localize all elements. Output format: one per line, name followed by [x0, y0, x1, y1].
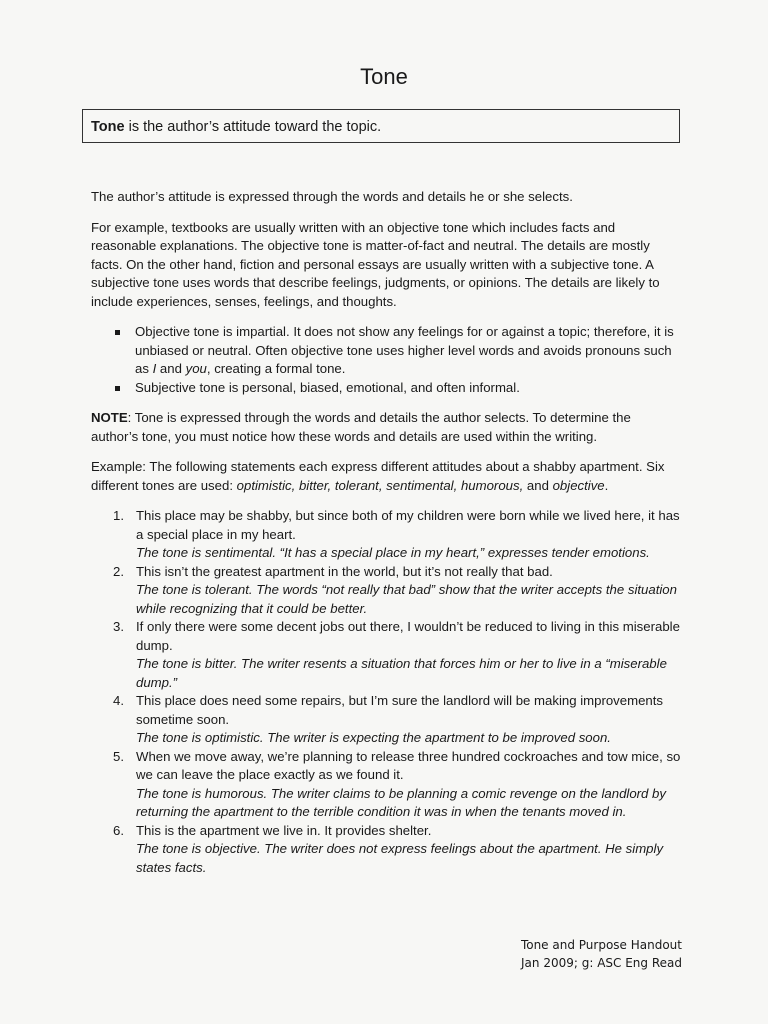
- example-statement: This isn’t the greatest apartment in the world, but it’s not really that bad.: [136, 563, 553, 579]
- definition-text: is the author’s attitude toward the topic.: [124, 119, 382, 135]
- example-statement: When we move away, we’re planning to release three hundred cockroaches and tow mice, so we can leave the place exactly as we found it.: [136, 748, 681, 782]
- example-explanation: The tone is bitter. The writer resents a situation that forces him or her to live in a “miserable dump.”: [136, 656, 667, 690]
- definition-box: [82, 109, 680, 143]
- list-item: 4. This place does need some repairs, but I’m sure the landlord will be making improvements sometime soon. The tone is optimistic. The writer is expecting the apartment to be improved soon.: [91, 692, 681, 748]
- example-explanation: The tone is sentimental. “It has a special place in my heart,” expresses tender emotions.: [136, 545, 650, 560]
- list-item: 6. This is the apartment we live in. It provides shelter. The tone is objective. The writer does not express feelings about the apartment. He simply states facts.: [91, 822, 681, 878]
- footer-credit: [470, 936, 682, 972]
- example-statement: This place may be shabby, but since both of my children were born while we lived here, it has a special place in my heart.: [136, 508, 680, 542]
- note-paragraph: NOTE: Tone is expressed through the words and details the author selects. To determine the author’s tone, you must notice how these words and details are used within the writing.: [91, 410, 631, 444]
- list-item: 5. When we move away, we’re planning to release three hundred cockroaches and tow mice, so we can leave the place exactly as we found it. The tone is humorous. The writer claims to be planning a comic revenge on the landlord by returning the apartment to the terrible condition it was in when the tenants moved in.: [91, 748, 681, 822]
- examples-list: [91, 507, 681, 877]
- footer-line-1: Tone and Purpose Handout: [520, 938, 682, 952]
- tone-list: optimistic, bitter, tolerant, sentimental, humorous,: [236, 477, 524, 493]
- example-explanation: The tone is tolerant. The words “not really that bad” show that the writer accepts the situation while recognizing that it could be better.: [136, 582, 677, 616]
- example-explanation: The tone is objective. The writer does not express feelings about the apartment. He simply states facts.: [136, 841, 664, 875]
- bullet-objective: Objective tone is impartial. It does not show any feelings for or against a topic; therefore, it is unbiased or neutral. Often objective tone uses higher level words and avoids pronouns such as I and you, creating a formal tone.: [135, 323, 681, 379]
- footer-line-2: Jan 2009; g: ASC Eng Read: [521, 956, 682, 970]
- example-intro: Example: The following statements each express different attitudes about a shabby apartment. Six different tones are used: optimistic, bitter, tolerant, sentimental, humorous, and objective.: [91, 459, 665, 493]
- note-label: NOTE: [91, 410, 128, 425]
- tone-bullet-list: [91, 323, 681, 397]
- intro-paragraph: The author’s attitude is expressed through the words and details he or she selects.: [91, 189, 573, 204]
- example-statement: This is the apartment we live in. It provides shelter.: [136, 822, 432, 838]
- explanation-paragraph: For example, textbooks are usually written with an objective tone which includes facts and reasonable explanations. The objective tone is matter-of-fact and neutral. The details are mostly facts. On the other hand, fiction and personal essays are usually written with a subjective tone. A subjective tone uses words that describe feelings, judgments, or opinions. The details are likely to include experiences, senses, feelings, and thoughts.: [91, 219, 660, 309]
- bullet-subjective: Subjective tone is personal, biased, emotional, and often informal.: [135, 379, 681, 398]
- example-explanation: The tone is humorous. The writer claims to be planning a comic revenge on the landlord by returning the apartment to the terrible condition it was in when the tenants moved in.: [136, 785, 666, 819]
- list-item: 3. If only there were some decent jobs out there, I wouldn’t be reduced to living in this miserable dump. The tone is bitter. The writer resents a situation that forces him or her to live in a “miserable dump.”: [91, 618, 681, 692]
- page-title: Tone: [360, 64, 408, 89]
- list-item: 2. This isn’t the greatest apartment in the world, but it’s not really that bad. The tone is tolerant. The words “not really that bad” show that the writer accepts the situation while recognizing that it could be better.: [91, 563, 681, 619]
- example-statement: If only there were some decent jobs out there, I wouldn’t be reduced to living in this miserable dump.: [136, 619, 680, 653]
- definition-term: Tone: [91, 119, 125, 135]
- list-item: 1. This place may be shabby, but since both of my children were born while we lived here, it has a special place in my heart. The tone is sentimental. “It has a special place in my heart,” expresses tender emotions.: [91, 507, 681, 563]
- example-explanation: The tone is optimistic. The writer is expecting the apartment to be improved soon.: [136, 730, 611, 745]
- body-content: [91, 188, 681, 877]
- example-statement: This place does need some repairs, but I’m sure the landlord will be making improvements sometime soon.: [136, 693, 664, 727]
